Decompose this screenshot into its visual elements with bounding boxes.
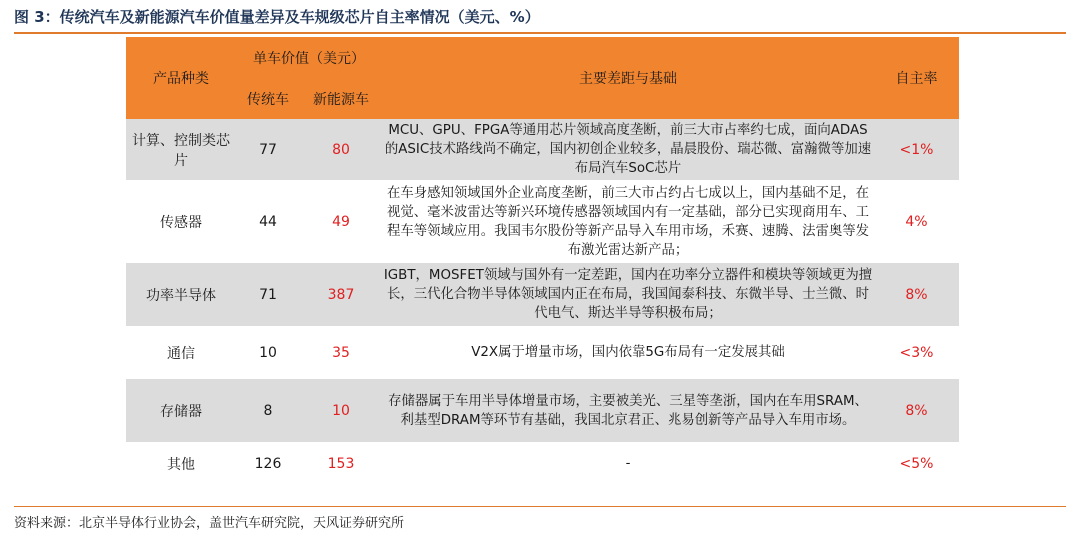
cell-product: 计算、控制类芯片 bbox=[126, 119, 236, 180]
table-row bbox=[126, 379, 959, 442]
table-row bbox=[126, 442, 959, 485]
cell-traditional: 44 bbox=[236, 180, 300, 263]
cell-rate: 8% bbox=[874, 263, 959, 326]
cell-rate: <1% bbox=[874, 119, 959, 180]
cell-product: 传感器 bbox=[126, 180, 236, 263]
cell-product: 存储器 bbox=[126, 379, 236, 442]
cell-product: 其他 bbox=[126, 442, 236, 485]
cell-new-energy: 49 bbox=[300, 180, 382, 263]
cell-new-energy: 153 bbox=[300, 442, 382, 485]
cell-desc: IGBT，MOSFET领域与国外有一定差距，国内在功率分立器件和模块等领域更为擅长，三代化合物半导体领域国内正在布局，我国闻泰科技、东微半导、士兰微、时代电气、斯达半导等积极布局； bbox=[382, 263, 874, 326]
cell-new-energy: 387 bbox=[300, 263, 382, 326]
cell-desc: - bbox=[382, 442, 874, 485]
cell-product: 功率半导体 bbox=[126, 263, 236, 326]
comparison-table bbox=[126, 37, 959, 485]
table-row bbox=[126, 119, 959, 180]
cell-new-energy: 80 bbox=[300, 119, 382, 180]
cell-new-energy: 10 bbox=[300, 379, 382, 442]
cell-traditional: 8 bbox=[236, 379, 300, 442]
source-note: 资料来源：北京半导体行业协会，盖世汽车研究院，天风证券研究所 bbox=[14, 516, 405, 531]
cell-desc: MCU、GPU、FPGA等通用芯片领域高度垄断，前三大市占率约七成，面向ADAS的ASIC技术路线尚不确定，国内初创企业较多，晶晨股份、瑞芯微、富瀚微等加速布局汽车SoC芯片 bbox=[382, 119, 874, 180]
cell-traditional: 77 bbox=[236, 119, 300, 180]
cell-traditional: 10 bbox=[236, 326, 300, 379]
header-traditional: 传统车 bbox=[236, 79, 300, 119]
cell-desc: V2X属于增量市场，国内依靠5G布局有一定发展其础 bbox=[382, 326, 874, 379]
header-self-rate: 自主率 bbox=[874, 37, 959, 119]
table-row bbox=[126, 263, 959, 326]
cell-new-energy: 35 bbox=[300, 326, 382, 379]
title-divider bbox=[14, 32, 1066, 34]
cell-desc: 存储器属于车用半导体增量市场，主要被美光、三星等垄浙，国内在车用SRAM、利基型DRAM等环节有基础，我国北京君正、兆易创新等产品导入车用市场。 bbox=[382, 379, 874, 442]
cell-traditional: 126 bbox=[236, 442, 300, 485]
table-row bbox=[126, 180, 959, 263]
source-divider bbox=[14, 506, 1066, 507]
header-new-energy: 新能源车 bbox=[300, 79, 382, 119]
table-row bbox=[126, 326, 959, 379]
cell-traditional: 71 bbox=[236, 263, 300, 326]
figure-title: 图 3：传统汽车及新能源汽车价值量差异及车规级芯片自主率情况（美元、%） bbox=[14, 8, 540, 26]
cell-rate: 8% bbox=[874, 379, 959, 442]
cell-rate: <5% bbox=[874, 442, 959, 485]
header-unit-value: 单车价值（美元） bbox=[236, 37, 382, 79]
header-gap: 主要差距与基础 bbox=[382, 37, 874, 119]
header-product: 产品种类 bbox=[126, 37, 236, 119]
cell-rate: <3% bbox=[874, 326, 959, 379]
cell-rate: 4% bbox=[874, 180, 959, 263]
cell-product: 通信 bbox=[126, 326, 236, 379]
cell-desc: 在车身感知领域国外企业高度垄断，前三大市占约占七成以上，国内基础不足，在视觉、毫米波雷达等新兴环境传感器领域国内有一定基础，部分已实现商用车、工程车等领域应用。我国韦尔股份等新产品导入车用市场，禾赛、速腾、法雷奥等发布激光雷达新产品； bbox=[382, 180, 874, 263]
